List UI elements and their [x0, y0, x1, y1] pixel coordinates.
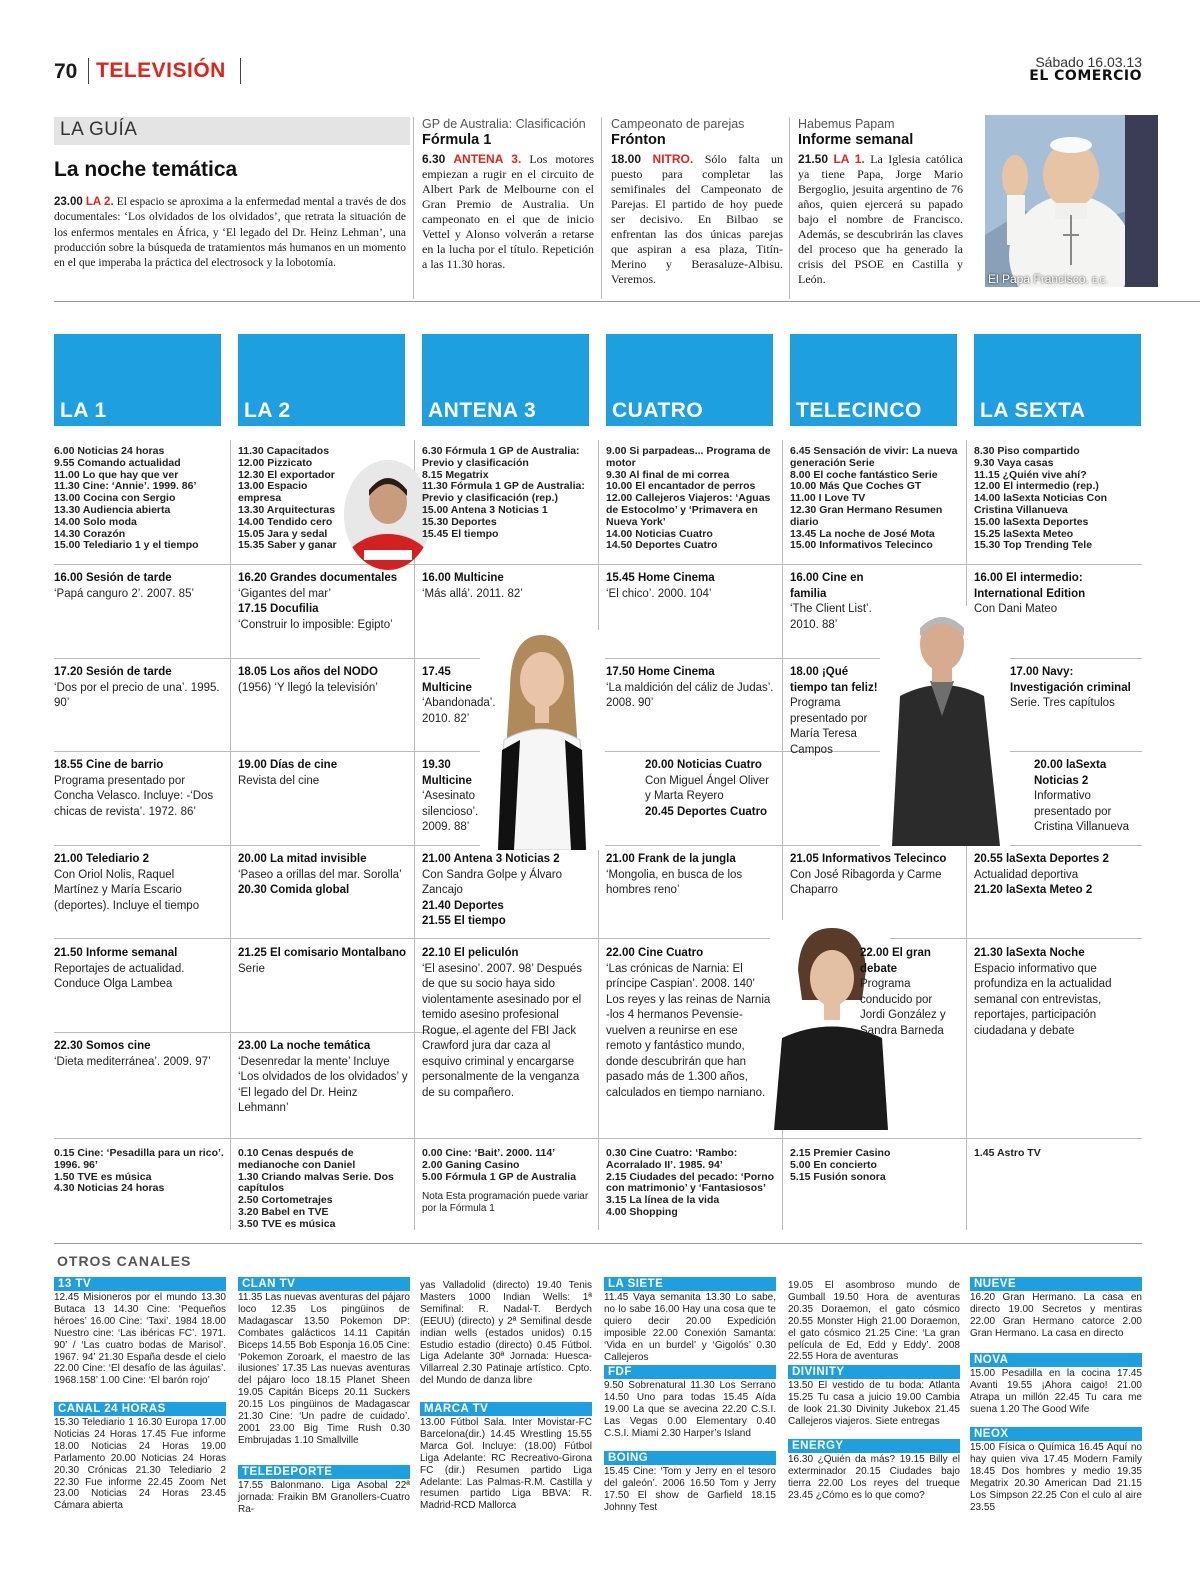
program-title: 22.00 Cine Cuatro	[606, 947, 704, 959]
other-channel-listing: 11.35 Las nuevas aventuras del pájaro loco 12.35 Los pingüinos de Madagascar 13.50 Pokemon DP: Combates galácticos 14.11 Capitán Biceps 14.55 Bob Esponja 16.05 Cine: ‘Pokemon Zoroark, el maestro de las ilusiones’ 17.35 Las nuevas aventuras del pájaro loco 18.15 Planet Sheen 19.05 Capitán Biceps 20.11 Suckers 20.15 Los pingüinos de Madagascar 21.30 Cine: ‘Un padre de cuidado’. 2001 23.00 Big Time Rush 0.30 Embrujadas 1.10 Smallville	[238, 1292, 410, 1446]
program-info: Con Dani Mateo	[974, 603, 1058, 615]
la2-night-item: 3.50 TVE es música	[238, 1217, 336, 1230]
program-title: 16.00 Sesión de tarde	[54, 572, 172, 584]
cuatro-block	[645, 758, 777, 820]
la1-block	[54, 852, 222, 914]
channel-header-la2	[238, 334, 405, 426]
feature-text	[611, 152, 783, 287]
channel-header-lasexta	[974, 334, 1141, 426]
feature-time: 21.50	[798, 152, 829, 166]
pope-caption-text: El Papa Francisco.	[988, 272, 1089, 286]
channel-name: CUATRO	[612, 399, 704, 422]
lasexta-morning-item: 15.30 Top Trending Tele	[974, 539, 1093, 552]
program-title: 22.00 El gran debate	[860, 947, 931, 975]
la2-morning-item: 14.00 Tendido cero	[238, 515, 333, 528]
program-title: 21.40 Deportes	[422, 899, 504, 912]
la1-night-item: 0.15 Cine: ‘Pesadilla para un rico’. 1996. 96’	[54, 1147, 224, 1171]
la2-morning-item: 13.30 Arquitecturas	[238, 503, 336, 516]
cuatro-block	[606, 852, 776, 899]
channel-name: LA 2	[244, 399, 291, 422]
la1-morning-item: 14.00 Solo moda	[54, 515, 137, 528]
program-title: 20.55 laSexta Deportes 2	[974, 853, 1109, 865]
telecinco-block	[790, 665, 880, 758]
feature-text	[422, 152, 594, 272]
cuatro-block	[606, 665, 776, 712]
channel-header-la1	[54, 334, 221, 426]
program-title: 21.50 Informe semanal	[54, 947, 178, 959]
channel-name: LA 1	[60, 399, 107, 422]
feature-channel: NITRO.	[652, 152, 694, 166]
program-title: 16.00 Cine en familia	[790, 572, 864, 600]
cuatro-morning-item: 9.30 Al final de mi correa	[606, 468, 730, 481]
la1-morning	[54, 446, 224, 552]
program-title: 21.00 Frank de la jungla	[606, 853, 736, 865]
telecinco-morning-item: 8.00 El coche fantástico Serie	[790, 468, 938, 481]
telecinco-block	[790, 571, 895, 633]
channel-header-antena3	[422, 334, 589, 426]
program-info: Informativo presentado por Cristina Villanueva	[1034, 790, 1130, 833]
cuatro-night-item: 3.15 La línea de la vida	[606, 1194, 720, 1207]
lasexta-block	[1034, 758, 1142, 836]
program-info: ‘Paseo a orillas del mar. Sorolla’	[238, 868, 402, 881]
other-channel-header: MARCA TV	[420, 1402, 592, 1416]
program-title: 21.25 El comisario Montalbano	[238, 947, 407, 959]
navy-actor-photo	[880, 606, 1010, 846]
program-title: 22.30 Somos cine	[54, 1040, 151, 1052]
la1-morning-item: 9.55 Comando actualidad	[54, 456, 181, 469]
program-info: ‘Construir lo imposible: Egipto’	[238, 618, 393, 631]
cuatro-block	[606, 946, 774, 1101]
program-info: Espacio informativo que profundiza en la actualidad semanal con entrevistas, reportajes, participación ciudadana y debate	[974, 962, 1112, 1037]
other-channel-header: NUEVE	[970, 1277, 1142, 1291]
antena3-night-item: 5.00 Fórmula 1 GP de Australia	[422, 1170, 577, 1183]
la1-morning-item: 14.30 Corazón	[54, 527, 126, 540]
other-channel-listing: 12.45 Misioneros por el mundo 13.30 Butaca 13 14.30 Cine: ‘Pequeños héroes’ 16.00 Cine: ‘Taxi’. 1984 18.00 Nuestro cine: ‘Las ibéricas FC’. 1971. 90’ / ‘Las cuatro bodas de Marisol’. 1967. 94’ 21.30 España desde el cielo 22.00 Cine: ‘El desafío de las águilas’. 1968.158’ 1.00 Cine: ‘El barón rojo’	[54, 1292, 226, 1387]
program-info: Con Miguel Ángel Oliver y Marta Reyero	[645, 774, 770, 802]
feature-informe-semanal	[798, 117, 963, 287]
program-title: 17.45 Multicine	[422, 666, 472, 694]
antena3-block	[422, 946, 592, 1101]
program-info: ‘La maldición del cáliz de Judas’. 2008. 90’	[606, 681, 774, 709]
other-channel-header: TELEDEPORTE	[238, 1465, 410, 1479]
program-title: 17.50 Home Cinema	[606, 666, 715, 678]
telecinco-night-item: 5.00 En concierto	[790, 1158, 877, 1171]
la2-block	[238, 758, 408, 789]
telecinco-block	[860, 946, 960, 1039]
guide-time: 23.00	[54, 196, 83, 208]
la2-morning-item: 12.00 Pizzicato	[238, 456, 313, 469]
program-title: 18.05 Los años del NODO	[238, 666, 378, 678]
program-title: 21.05 Informativos Telecinco	[790, 853, 947, 865]
other-channel-listing: 15.00 Pesadilla en la cocina 17.45 Avanti 19.55 ¡Ahora caigo! 21.00 Atrapa un millón 22.45 Tu cara me suena 1.20 The Good Wife	[970, 1368, 1142, 1415]
cuatro-morning-item: 14.00 Noticias Cuatro	[606, 527, 713, 540]
telecinco-morning	[790, 446, 962, 552]
telecinco-morning-item: 11.00 I Love TV	[790, 492, 866, 505]
antena3-block	[422, 665, 502, 727]
la1-night-item: 1.50 TVE es música	[54, 1170, 152, 1183]
program-info: ‘Más allá’. 2011. 82’	[422, 587, 523, 600]
la2-block	[238, 1039, 408, 1117]
column-divider	[413, 117, 414, 299]
pope-illustration	[985, 115, 1158, 287]
page-header	[54, 54, 1142, 86]
feature-fronton	[611, 117, 783, 287]
program-info: (1956) ‘Y llegó la televisión’	[238, 681, 378, 694]
cuatro-night	[606, 1148, 776, 1219]
column-divider	[601, 117, 602, 299]
program-info: Programa conducido por Jordi González y Sandra Barneda	[860, 978, 946, 1037]
page-number: 70	[54, 60, 78, 83]
program-title: 21.00 Telediario 2	[54, 853, 150, 865]
program-info: Actualidad deportiva	[974, 868, 1079, 881]
feature-body: La Iglesia católica ya tiene Papa, Jorge Mario Bergoglio, jesuita argentino de 76 años, quien ejercerá su papado bajo el nombre de Francisco. Además, se descubrirán las claves del proceso que ha generado la crisis del PSOE en Castilla y León.	[798, 152, 963, 286]
feature-kicker: GP de Australia: Clasificación	[422, 117, 586, 131]
driver-illustration	[344, 460, 432, 570]
program-title: 16.00 El intermedio: International Edition	[974, 572, 1086, 600]
la1-block	[54, 758, 222, 820]
lasexta-morning-item: 15.25 laSexta Meteo	[974, 527, 1074, 540]
program-info: Reportajes de actualidad. Conduce Olga Lambea	[54, 962, 185, 990]
antena3-block	[422, 571, 592, 602]
lasexta-block	[974, 946, 1142, 1039]
la2-block	[238, 852, 408, 899]
other-channels-title: OTROS CANALES	[57, 1253, 192, 1269]
feature-time: 18.00	[611, 152, 642, 166]
program-info: ‘El chico’. 2000. 104’	[606, 587, 712, 600]
program-info: ‘Dos por el precio de una’. 1995. 90’	[54, 681, 220, 709]
pope-caption	[988, 272, 1108, 286]
other-channel-header: BOING	[604, 1451, 776, 1465]
program-info: ‘Las crónicas de Narnia: El príncipe Caspian’. 2008. 140’ Los reyes y las reinas de Narnia -los 4 hermanos Pevensie- vuelven a reunirse en ese remoto y fantástico mundo, donde descubrirán que han pasado más de 1.300 años, calculados en tiempo narniano.	[606, 962, 771, 1099]
la2-night	[238, 1148, 408, 1231]
publication-name: EL COMERCIO	[1029, 68, 1142, 84]
program-title: 20.45 Deportes Cuatro	[645, 805, 768, 818]
feature-title: Fórmula 1	[422, 132, 492, 148]
antena3-morning-item: 15.45 El tiempo	[422, 527, 499, 540]
la1-morning-item: 11.00 Lo que hay que ver	[54, 468, 179, 481]
feature-time: 6.30	[422, 152, 446, 166]
other-channel-header: NEOX	[970, 1427, 1142, 1441]
program-title: 21.30 laSexta Noche	[974, 947, 1085, 959]
other-channel-listing: 15.30 Telediario 1 16.30 Europa 17.00 Noticias 24 Horas 17.45 Fue informe 18.00 Noticias 24 Horas 19.00 Parlamento 20.00 Noticias 24 Horas 20.30 Crónicas 21.30 Telediario 2 22.30 Fue informe 22.45 Zoom Net 23.00 Noticias 24 Horas 23.45 Cámara abierta	[54, 1417, 226, 1512]
header-divider	[240, 58, 241, 84]
feature-kicker: Habemus Papam	[798, 117, 895, 131]
program-info: ‘Mongolia, en busca de los hombres reno’	[606, 868, 743, 896]
lasexta-morning-item: 12.00 El intermedio (rep.)	[974, 480, 1099, 493]
program-info: ‘Desenredar la mente’ Incluye ‘Los olvidados de los olvidados’ y ‘El legado del Dr. Heinz Lehmann’	[238, 1055, 408, 1114]
program-info: Con José Ribagorda y Carme Chaparro	[790, 868, 942, 896]
la2-morning-item: 15.05 Jara y sedal	[238, 527, 328, 540]
column-divider	[789, 117, 790, 299]
other-channel-listing: 15.45 Cine: ‘Tom y Jerry en el tesoro del galeón’. 2006 16.50 Tom y Jerry 17.50 El show de Garfield 18.15 Johnny Test	[604, 1466, 776, 1513]
la1-block	[54, 571, 222, 602]
la1-morning-item: 15.00 Telediario 1 y el tiempo	[54, 539, 199, 552]
program-title: 20.00 Noticias Cuatro	[645, 759, 762, 771]
antena3-morning-item: 15.30 Deportes	[422, 515, 497, 528]
guide-title: La noche temática	[54, 158, 238, 181]
publication-date: Sábado 16.03.13	[1035, 54, 1142, 70]
la2-morning-item: 13.00 Espacio empresa	[238, 480, 308, 505]
la2-morning-item: 12.30 El exportador	[238, 468, 335, 481]
lasexta-night-item: 1.45 Astro TV	[974, 1147, 1041, 1159]
antena3-night-item: 0.00 Cine: ‘Bait’. 2000. 114’	[422, 1147, 556, 1159]
feature-body: Los motores empiezan a rugir en el circuito de Albert Park de Melbourne con el Gran Premio de Australia. Un campeonato en el que de inicio Vettel y Alonso volverán a retarse en la lucha por el título. Repetición a las 11.30 horas.	[422, 152, 594, 271]
other-channel-header: CANAL 24 HORAS	[54, 1402, 226, 1416]
other-channel-listing: 11.45 Vaya semanita 13.30 Lo sabe, no lo sabe 16.00 Hay una cosa que te quiero decir 20.00 Expedición imposible 22.00 Conexión Samanta: ‘Vida en un burdel’ y ‘Gigolós’ 0.30 Callejeros	[604, 1292, 776, 1363]
la2-morning	[238, 446, 350, 552]
other-channel-header: NOVA	[970, 1353, 1142, 1367]
row-divider	[54, 1138, 1142, 1139]
other-channel-header: DIVINITY	[788, 1365, 960, 1379]
la1-morning-item: 6.00 Noticias 24 horas	[54, 445, 165, 457]
other-channel-listing: 15.00 Física o Química 16.45 Aquí no hay quien viva 17.45 Modern Family 18.45 Dos hombres y medio 19.35 Megatrix 20.30 American Dad 21.15 Los Simpson 22.25 Con el culo al aire 23.55	[970, 1442, 1142, 1513]
antena3-morning-item: 15.00 Antena 3 Noticias 1	[422, 503, 548, 516]
program-title: 17.00 Navy: Investigación criminal	[1010, 666, 1131, 694]
feature-formula1	[422, 117, 594, 272]
la2-night-item: 3.20 Babel en TVE	[238, 1205, 329, 1218]
section-title: TELEVISIÓN	[96, 59, 226, 82]
cuatro-morning	[606, 446, 776, 552]
cuatro-morning-item: 9.00 Si parpadeas... Programa de motor	[606, 445, 771, 469]
telecinco-morning-item: 15.00 Informativos Telecinco	[790, 539, 933, 552]
la2-night-item: 0.10 Cenas después de medianoche con Daniel	[238, 1147, 356, 1171]
program-info: Serie. Tres capítulos	[1010, 697, 1115, 709]
program-title: 21.00 Antena 3 Noticias 2	[422, 853, 560, 865]
feature-text	[798, 152, 963, 287]
lasexta-morning-item: 14.00 laSexta Noticias Con Cristina Villanueva	[974, 492, 1108, 516]
program-title: 17.20 Sesión de tarde	[54, 666, 172, 678]
other-channel-listing: 17.55 Balonmano. Liga Asobal 22ª jornada: Fraikin BM Granollers-Cuatro Ra-	[238, 1480, 410, 1515]
la1-block	[54, 1039, 222, 1070]
la1-night	[54, 1148, 224, 1195]
cuatro-night-item: 4.00 Shopping	[606, 1205, 678, 1218]
program-title: 23.00 La noche temática	[238, 1040, 371, 1052]
other-channel-listing: yas Valladolid (directo) 19.40 Tenis Masters 1000 Indian Wells: 1ª Semifinal: R. Nadal-T. Berdych (EEUU) (directo) y 2ª Semifinal desde indian wells (estados unidos) 0.15 Estudio estadio (directo) 0.45 Fútbol. Liga Adelante 30ª Jornada: Huesca-Villarreal 2.30 Patinaje artístico. Cpto. del Mundo de danza libre	[420, 1280, 592, 1387]
program-title: 19.00 Días de cine	[238, 759, 338, 771]
program-title: 21.55 El tiempo	[422, 915, 506, 927]
la1-morning-item: 13.00 Cocina con Sergio	[54, 492, 176, 505]
antena3-morning-item: 11.30 Fórmula 1 GP de Australia: Previo y clasificación (rep.)	[422, 480, 585, 505]
other-channel-listing: 9.50 Sobrenatural 11.30 Los Serrano 14.50 Uno para todas 15.45 Aída 19.00 La que se avecina 22.20 C.S.I. Las Vegas 0.00 Elementary 0.40 C.S.I. Miami 2.30 Harper’s Island	[604, 1380, 776, 1439]
antena3-morning-item: 8.15 Megatrix	[422, 468, 489, 481]
telecinco-morning-item: 13.45 La noche de José Mota	[790, 527, 935, 540]
channel-name: LA SEXTA	[980, 399, 1086, 422]
la1-block	[54, 946, 222, 993]
program-title: 19.30 Multicine	[422, 759, 472, 787]
cuatro-block	[606, 571, 776, 602]
alonso-photo	[344, 460, 432, 570]
program-info: Programa presentado por Concha Velasco. Incluye: -‘Dos chicas de revista’. 1972. 86’	[54, 774, 214, 818]
program-info: ‘Gigantes del mar’	[238, 587, 332, 600]
telecinco-morning-item: 12.30 Gran Hermano Resumen diario	[790, 503, 943, 528]
other-channel-header: ENERGY	[788, 1439, 960, 1453]
program-info: Serie	[238, 962, 265, 975]
channel-header-telecinco	[790, 334, 957, 426]
lasexta-morning-item: 8.30 Piso compartido	[974, 445, 1080, 457]
antena3-night-item: 2.00 Ganing Casino	[422, 1158, 520, 1171]
guide-label: LA GUÍA	[54, 117, 410, 145]
lasexta-morning-item: 9.30 Vaya casas	[974, 456, 1054, 469]
other-channel-listing: 16.30 ¿Quién da más? 19.15 Billy el exterminador 20.15 Ciudades bajo tierra 22.00 Los reyes del trueque 23.45 ¿Cómo es lo que como?	[788, 1454, 960, 1501]
other-channel-listing: 16.20 Gran Hermano. La casa en directo 19.00 Secretos y mentiras 22.00 Gran Hermano catorce 2.00 Gran Hermano. La casa en directo	[970, 1292, 1142, 1339]
program-title: 20.30 Comida global	[238, 884, 350, 896]
feature-title: Frónton	[611, 132, 666, 148]
other-channel-header: 13 TV	[54, 1277, 226, 1291]
program-info: ‘The Client List’. 2010. 88’	[790, 603, 872, 631]
antena3-night	[422, 1148, 592, 1215]
la2-block	[238, 571, 408, 633]
lasexta-morning-item: 11.15 ¿Quién vive ahí?	[974, 468, 1087, 481]
la1-morning-item: 13.30 Audiencia abierta	[54, 503, 171, 516]
program-title: 18.00 ¡Qué tiempo tan feliz!	[790, 666, 878, 694]
program-title: 18.55 Cine de barrio	[54, 759, 164, 771]
feature-channel: LA 1.	[833, 152, 865, 166]
program-title: 15.45 Home Cinema	[606, 572, 715, 584]
lasexta-block	[974, 852, 1142, 899]
feature-kicker: Campeonato de parejas	[611, 117, 745, 131]
program-title: 20.00 La mitad invisible	[238, 853, 367, 865]
pope-photo	[985, 115, 1158, 287]
antena3-morning-item: 6.30 Fórmula 1 GP de Australia: Previo y clasificación	[422, 445, 580, 469]
program-title: 21.20 laSexta Meteo 2	[974, 884, 1093, 896]
program-info: Programa presentado por María Teresa Campos	[790, 697, 868, 756]
program-info: ‘Asesinato silencioso’. 2009. 88’	[422, 790, 479, 833]
guide-text	[54, 195, 406, 271]
cuatro-morning-item: 10.00 El encantador de perros	[606, 480, 756, 493]
program-title: 22.10 El peliculón	[422, 947, 519, 959]
cuatro-morning-item: 14.50 Deportes Cuatro	[606, 539, 718, 552]
guide-body: El espacio se aproxima a la enfermedad mental a través de dos documentales: ‘Los olvidados de los olvidados’, que retrata la situación de los enfermos mentales en África, y ‘El legado del Dr. Heinz Lehman’, una producción sobre la búsqueda de tratamientos más humanos en un momento en el que imperaba la práctica del electrosock y la lobotomía.	[54, 196, 407, 270]
cuatro-night-item: 2.15 Ciudades del pecado: ‘Porno con matrimonio’ y ‘Fantasiosos’	[606, 1170, 775, 1195]
program-title: 20.00 laSexta Noticias 2	[1034, 759, 1107, 787]
channel-header-cuatro	[606, 334, 773, 426]
telecinco-morning-item: 6.45 Sensación de vivir: La nueva generación Serie	[790, 445, 958, 469]
la2-morning-item: 15.35 Saber y ganar	[238, 539, 337, 552]
other-channel-header: FDF	[604, 1365, 776, 1379]
telecinco-night-item: 5.15 Fusión sonora	[790, 1170, 886, 1183]
feature-title: Informe semanal	[798, 132, 914, 148]
antena3-morning	[422, 446, 592, 540]
other-channel-listing: 13.50 El vestido de tu boda: Atlanta 15.25 Tu casa a juicio 19.00 Cambia de look 21.30 Divinity Jukebox 21.45 Callejeros viajeros. Siete entregas	[788, 1380, 960, 1427]
row-divider	[54, 938, 1142, 939]
column-divider	[230, 440, 231, 1230]
pope-caption-credit: E.C.	[1092, 276, 1108, 285]
row-divider	[54, 564, 1142, 565]
antena3-block	[422, 758, 502, 836]
header-divider	[88, 58, 89, 84]
program-info: ‘El asesino’. 2007. 98’ Después de que su socio haya sido violentamente asesinado por el temido asesino profesional Rogue, el agente del FBI Jack Crawford jura dar caza al esquivo criminal y encargarse personalmente de la venganza de su compañero.	[422, 962, 583, 1099]
lasexta-night	[974, 1148, 1142, 1160]
program-info: ‘Papá canguro 2’. 2007. 85’	[54, 587, 195, 600]
antena3-block	[422, 852, 592, 930]
la2-morning-item: 11.30 Capacitados	[238, 445, 330, 457]
la2-block	[238, 946, 408, 977]
channel-name: ANTENA 3	[428, 399, 537, 422]
program-info: Revista del cine	[238, 774, 320, 787]
actor-illustration	[880, 606, 1010, 846]
la2-block	[238, 665, 408, 696]
feature-channel: ANTENA 3.	[453, 152, 522, 166]
program-info: Con Oriol Nolis, Raquel Martínez y María Escario (deportes). Incluye el tiempo	[54, 868, 200, 912]
program-title: 17.15 Docufilia	[238, 603, 319, 615]
la1-morning-item: 11.30 Cine: ‘Annie’. 1999. 86’	[54, 480, 197, 493]
lasexta-morning-item: 15.00 laSexta Deportes	[974, 515, 1089, 528]
program-info: Con Sandra Golpe y Álvaro Zancajo	[422, 868, 562, 896]
telecinco-block	[790, 852, 960, 899]
program-title: 16.20 Grandes documentales	[238, 572, 398, 584]
telecinco-night	[790, 1148, 960, 1183]
lasexta-morning	[974, 446, 1142, 552]
la2-night-item: 2.50 Cortometrajes	[238, 1194, 333, 1207]
la2-night-item: 1.30 Criando malvas Serie. Dos capítulos	[238, 1170, 394, 1195]
guide-channel: LA 2.	[85, 196, 114, 208]
channel-name: TELECINCO	[796, 399, 922, 422]
row-divider	[54, 1032, 474, 1033]
lasexta-block	[974, 571, 1142, 618]
other-channel-header: LA SIETE	[604, 1277, 776, 1291]
cuatro-night-item: 0.30 Cine Cuatro: ‘Rambo: Acorralado II’. 1985. 94’	[606, 1147, 738, 1171]
lasexta-block	[1010, 665, 1142, 712]
row-divider	[54, 1243, 1142, 1244]
la1-night-item: 4.30 Noticias 24 horas	[54, 1182, 165, 1195]
section-divider	[54, 301, 1200, 302]
other-channel-listing: 13.00 Fútbol Sala. Inter Movistar-FC Barcelona(dir.) 14.45 Wrestling 15.55 Marca Gol. Incluye: (18.00) Fútbol Liga Adelante: RC Recreativo-Girona FC (dir.) Resumen partido Liga Adelante: Las Palmas-R.M. Castilla y resumen partido Liga BBVA: R. Madrid-RCD Mallorca	[420, 1417, 592, 1512]
other-channel-listing: 19.05 El asombroso mundo de Gumball 19.50 Hora de aventuras 20.35 Doraemon, el gato cósmico 20.55 Monster High 21.00 Doraemon, el gato cósmico 21.25 Cine: ‘La gran película de Ed, Edd y Eddy’. 2008 22.55 Hora de aventuras	[788, 1280, 960, 1363]
cuatro-morning-item: 12.00 Callejeros Viajeros: ‘Aguas de Estocolmo’ y ‘Primavera en Nueva York’	[606, 492, 771, 528]
feature-body: Sólo falta un puesto para completar las semifinales del Campeonato de Parejas. El partido de hoy puede ser decisivo. En Bilbao se enfrentan las dos únicas parejas que aspiran a esa plaza, Titín-Merino y Berasaluze-Albisu. Veremos.	[611, 152, 784, 286]
telecinco-night-item: 2.15 Premier Casino	[790, 1147, 891, 1159]
other-channel-header: CLAN TV	[238, 1277, 410, 1291]
antena3-note: Nota Esta programación puede variar por la Fórmula 1	[422, 1191, 589, 1215]
la1-block	[54, 665, 222, 712]
program-info: ‘Dieta mediterránea’. 2009. 97’	[54, 1055, 211, 1068]
telecinco-morning-item: 10.00 Más Que Coches GT	[790, 480, 922, 493]
program-title: 16.00 Multicine	[422, 572, 504, 584]
program-info: ‘Abandonada’. 2010. 82’	[422, 697, 496, 725]
